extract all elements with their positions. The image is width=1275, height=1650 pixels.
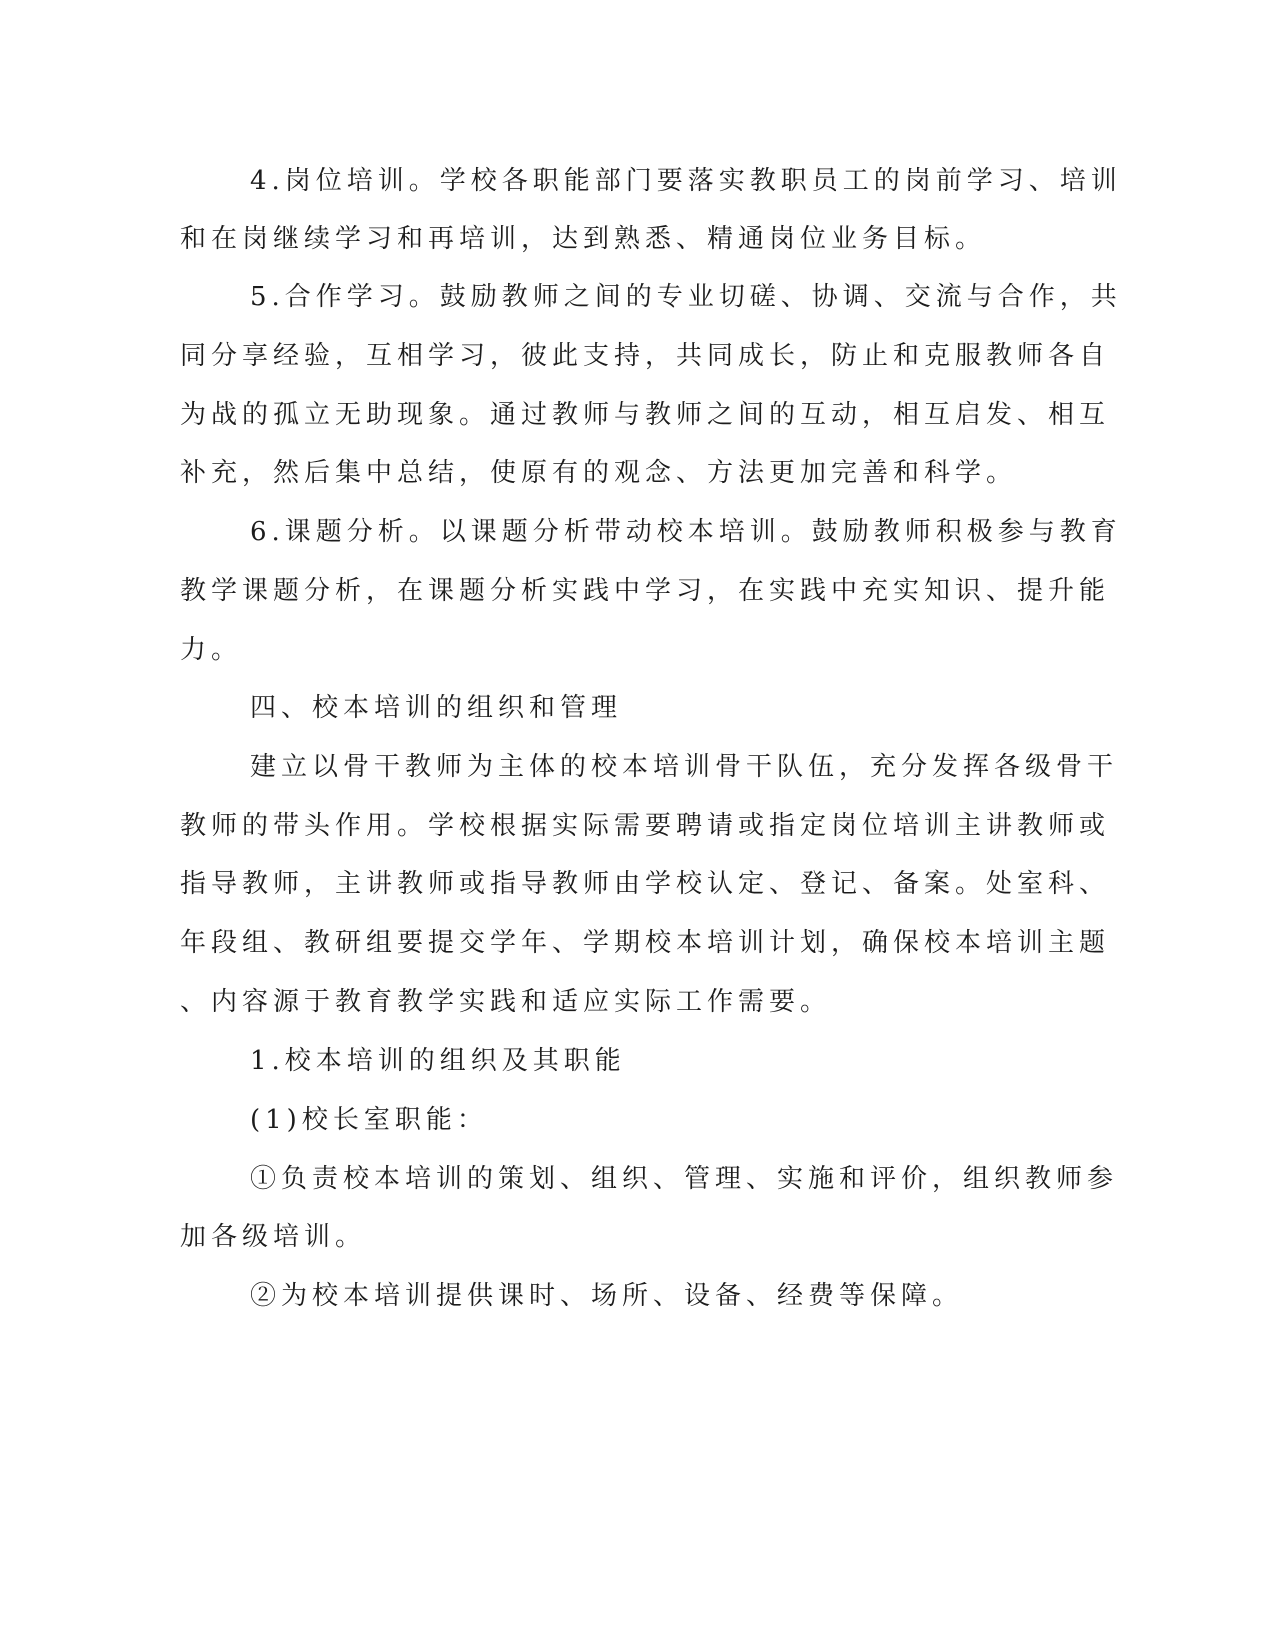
text-line: 为战的孤立无助现象。通过教师与教师之间的互动，相互启发、相互 bbox=[180, 400, 1111, 430]
text-line: 补充，然后集中总结，使原有的观念、方法更加完善和科学。 bbox=[180, 458, 1018, 488]
text-line: 加各级培训。 bbox=[180, 1222, 367, 1252]
text-line: 同分享经验，互相学习，彼此支持，共同成长，防止和克服教师各自 bbox=[180, 341, 1111, 371]
subsection-heading: 1.校本培训的组织及其职能 bbox=[250, 1046, 626, 1076]
section-heading: 四、校本培训的组织和管理 bbox=[250, 693, 623, 723]
text-line: 教师的带头作用。学校根据实际需要聘请或指定岗位培训主讲教师或 bbox=[180, 811, 1111, 841]
text-line: ①负责校本培训的策划、组织、管理、实施和评价，组织教师参 bbox=[250, 1164, 1119, 1194]
text-line: ②为校本培训提供课时、场所、设备、经费等保障。 bbox=[250, 1281, 964, 1311]
text-line: 、内容源于教育教学实践和适应实际工作需要。 bbox=[180, 987, 832, 1017]
text-line: 4.岗位培训。学校各职能部门要落实教职员工的岗前学习、培训 bbox=[250, 166, 1122, 196]
text-line: 建立以骨干教师为主体的校本培训骨干队伍，充分发挥各级骨干 bbox=[250, 752, 1119, 782]
text-line: 教学课题分析，在课题分析实践中学习，在实践中充实知识、提升能 bbox=[180, 576, 1111, 606]
text-line: 6.课题分析。以课题分析带动校本培训。鼓励教师积极参与教育 bbox=[250, 517, 1122, 547]
text-line: 5.合作学习。鼓励教师之间的专业切磋、协调、交流与合作，共 bbox=[250, 282, 1122, 312]
text-line: 力。 bbox=[180, 635, 243, 665]
text-line: (1)校长室职能： bbox=[250, 1105, 488, 1135]
text-line: 和在岗继续学习和再培训，达到熟悉、精通岗位业务目标。 bbox=[180, 224, 987, 254]
text-line: 指导教师，主讲教师或指导教师由学校认定、登记、备案。处室科、 bbox=[180, 869, 1111, 899]
text-line: 年段组、教研组要提交学年、学期校本培训计划，确保校本培训主题 bbox=[180, 928, 1111, 958]
